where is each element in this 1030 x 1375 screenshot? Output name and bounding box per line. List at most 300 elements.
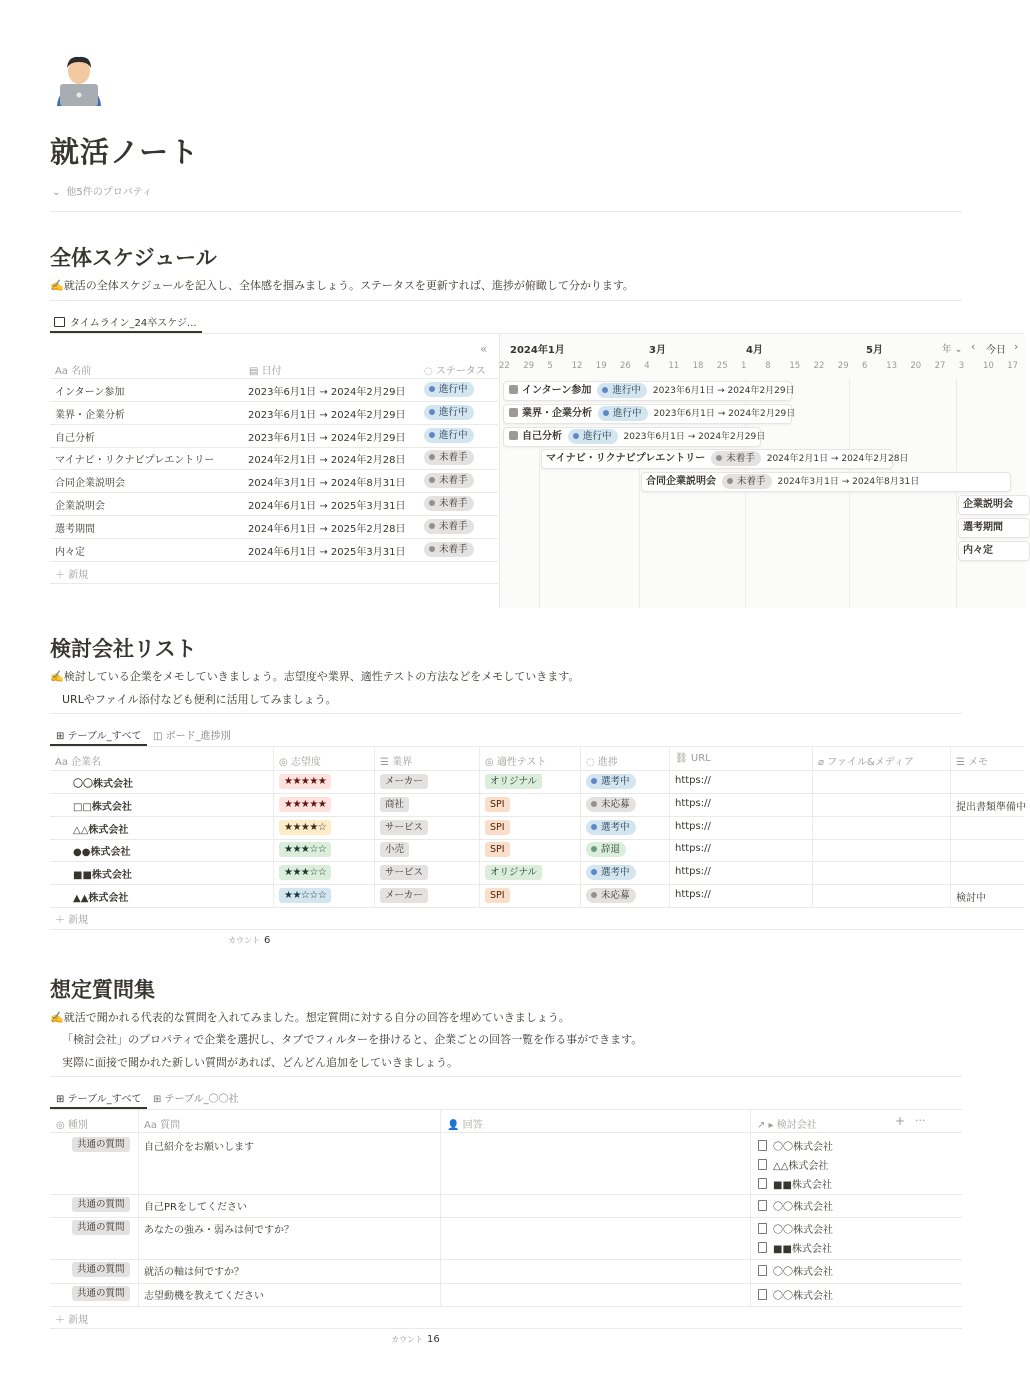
memo-cell[interactable]: 検討中 <box>956 893 986 904</box>
rating-cell[interactable] <box>279 797 331 812</box>
type-cell[interactable] <box>72 1286 130 1301</box>
count-value: 16 <box>427 1334 440 1345</box>
rating-cell[interactable] <box>279 888 331 903</box>
url-link[interactable]: https:// <box>675 820 711 832</box>
column-header-progress[interactable] <box>586 753 618 768</box>
url-link[interactable]: https:// <box>675 866 711 878</box>
questions-description-1: ✍️就活で聞かれる代表的な質問を入れてみました。想定質問に対する自分の回答を埋めていきましょう。 <box>50 1011 570 1024</box>
progress-pill <box>586 842 626 857</box>
status-pill-label: 未着手 <box>439 520 468 532</box>
status-dot <box>429 477 435 483</box>
properties-toggle-label: 他5件のプロパティ <box>66 187 152 198</box>
column-header-rating[interactable] <box>279 753 321 768</box>
tab-label: テーブル_すべて <box>67 1094 142 1105</box>
questions-description-2: 「検討会社」のプロパティで企業を選択し、タブでフィルターを掛けると、企業ごとの回答一覧を作る事ができます。 <box>62 1033 643 1046</box>
column-header-memo[interactable] <box>956 753 988 768</box>
rating-stars: ★★★★★ <box>279 774 331 789</box>
progress-cell[interactable] <box>586 797 636 812</box>
progress-pill <box>586 820 636 835</box>
memo-cell[interactable]: 提出書類準備中 <box>956 801 1026 813</box>
schedule-row-name[interactable]: 業界・企業分析 <box>55 409 125 421</box>
timeline-month-divider <box>639 446 640 608</box>
timeline-status-pill <box>598 406 648 421</box>
row-divider <box>50 793 1024 794</box>
page-icon <box>54 54 104 106</box>
companies-heading: 検討会社リスト <box>50 637 197 661</box>
row-divider <box>50 447 498 448</box>
test-cell[interactable] <box>485 842 510 857</box>
progress-pill-label: 選考中 <box>601 821 630 833</box>
column-header-label: 業界 <box>392 757 413 768</box>
column-header-status-label: ステータス <box>435 366 486 377</box>
row-divider <box>50 492 498 493</box>
schedule-row-date[interactable]: 2024年2月1日 → 2024年2月28日 <box>248 455 406 467</box>
schedule-row-status[interactable] <box>424 428 474 443</box>
schedule-description: ✍️就活の全体スケジュールを記入し、全体感を掴みましょう。ステータスを更新すれば、進捗が俯瞰して分かります。 <box>50 279 634 292</box>
tab-label: タイムライン_24卒スケジ... <box>70 318 197 329</box>
column-divider <box>138 1110 139 1306</box>
test-tag: SPI <box>485 797 510 812</box>
type-tag: 共通の質問 <box>72 1262 130 1277</box>
status-dot <box>429 432 435 438</box>
question-text[interactable]: 志望動機を教えてください <box>144 1291 264 1302</box>
question-text[interactable]: 就活の軸は何ですか？ <box>144 1267 244 1278</box>
timeline-day-tick: 13 <box>886 361 898 371</box>
table-icon: ⊞ <box>153 1094 165 1105</box>
timeline-bar-date: 2023年6月1日 → 2024年2月29日 <box>653 408 796 419</box>
industry-tag: サービス <box>380 820 428 835</box>
related-company[interactable] <box>758 1198 833 1213</box>
progress-pill-label: 未応募 <box>601 890 630 901</box>
test-cell[interactable] <box>485 865 542 880</box>
schedule-heading: 全体スケジュール <box>50 246 217 270</box>
timeline-status-pill <box>597 383 647 398</box>
question-text[interactable]: 自己PRをしてください <box>144 1202 247 1213</box>
related-company[interactable] <box>758 1263 833 1278</box>
related-company-name: 〇〇株式会社 <box>773 1225 833 1236</box>
related-company-name: 〇〇株式会社 <box>773 1202 833 1213</box>
progress-column-icon: ◌ <box>586 757 598 768</box>
tab-timeline[interactable] <box>54 314 197 329</box>
divider <box>50 1132 962 1133</box>
timeline-prev-icon[interactable]: ‹ <box>971 340 976 353</box>
rating-cell[interactable] <box>279 865 331 880</box>
related-company[interactable] <box>758 1240 832 1255</box>
schedule-row-date[interactable]: 2024年3月1日 → 2024年8月31日 <box>248 478 406 490</box>
row-divider <box>50 538 498 539</box>
row-divider <box>50 401 498 402</box>
count-footer <box>391 1334 440 1345</box>
timeline-day-tick: 3 <box>958 361 965 371</box>
rating-cell[interactable] <box>279 842 331 857</box>
schedule-row-status[interactable] <box>424 405 474 420</box>
timeline-bar-name: 合同企業説明会 <box>646 476 716 488</box>
column-divider <box>273 747 274 907</box>
more-options-button[interactable]: ··· <box>915 1114 926 1127</box>
page-icon <box>758 1289 767 1300</box>
timeline-bar[interactable] <box>503 404 796 424</box>
url-link[interactable]: https:// <box>675 797 711 809</box>
timeline-page-icon <box>509 431 518 440</box>
timeline-status-pill-label: 進行中 <box>612 385 641 396</box>
timeline-panel <box>499 334 1025 608</box>
count-footer <box>228 935 270 946</box>
timeline-zoom-select[interactable] <box>942 341 963 355</box>
schedule-row-name[interactable]: 企業説明会 <box>55 501 105 512</box>
column-header-answer[interactable] <box>447 1116 483 1131</box>
status-pill <box>424 542 474 557</box>
timeline-page-icon <box>509 385 518 394</box>
timeline-bar[interactable] <box>503 381 795 401</box>
question-text[interactable]: あなたの強み・弱みは何ですか？ <box>144 1225 294 1236</box>
table-icon: ⊞ <box>56 731 68 742</box>
url-link[interactable]: https:// <box>675 889 711 900</box>
schedule-row-status[interactable] <box>424 382 474 397</box>
tab-label: テーブル_すべて <box>67 731 142 742</box>
timeline-bar-date: 2024年2月1日 → 2024年2月28日 <box>766 454 909 465</box>
progress-cell[interactable] <box>586 888 636 903</box>
divider <box>50 1328 962 1329</box>
company-name[interactable]: □□株式会社 <box>73 801 132 813</box>
status-dot <box>429 386 435 392</box>
status-pill <box>424 473 474 488</box>
column-header-date-label: 日付 <box>261 366 282 377</box>
test-cell[interactable] <box>485 774 542 789</box>
column-header-label: URL <box>690 753 711 764</box>
timeline-status-pill <box>568 429 618 444</box>
row-divider <box>50 907 1024 908</box>
progress-pill-label: 辞退 <box>601 844 621 856</box>
timeline-page-icon <box>509 408 518 417</box>
row-divider <box>50 839 1024 840</box>
type-cell[interactable] <box>72 1220 130 1235</box>
related-company-name: ■■株式会社 <box>773 1180 832 1191</box>
timeline-bar[interactable] <box>541 449 909 469</box>
new-row-button[interactable]: ＋ 新規 <box>55 570 89 581</box>
url-link[interactable]: https:// <box>675 843 711 855</box>
page-icon <box>758 1178 767 1189</box>
status-dot <box>429 500 435 506</box>
test-tag: SPI <box>485 820 510 835</box>
column-header-test[interactable] <box>485 753 547 768</box>
timeline-status-pill <box>711 451 761 466</box>
timeline-status-pill-label: 進行中 <box>583 430 612 442</box>
rating-cell[interactable] <box>279 774 331 789</box>
timeline-bar-name: 業界・企業分析 <box>522 407 592 419</box>
row-divider <box>50 561 498 562</box>
column-header-label: 回答 <box>462 1120 483 1131</box>
status-pill-label: 未着手 <box>439 543 468 555</box>
page-icon <box>758 1242 767 1253</box>
progress-pill <box>586 797 636 812</box>
column-divider <box>750 1110 751 1306</box>
schedule-row-status[interactable] <box>424 450 474 465</box>
schedule-row-status[interactable] <box>424 519 474 534</box>
schedule-row-status[interactable] <box>424 473 474 488</box>
row-divider <box>50 1283 962 1284</box>
timeline-month-divider <box>539 446 540 608</box>
timeline-bar[interactable] <box>958 495 1030 515</box>
timeline-bar[interactable] <box>503 427 766 447</box>
type-cell[interactable] <box>72 1137 130 1152</box>
rating-cell[interactable] <box>279 820 331 835</box>
count-label: カウント <box>228 936 260 945</box>
schedule-row-date[interactable]: 2023年6月1日 → 2024年2月29日 <box>248 387 406 398</box>
companies-description-1: ✍️検討している企業をメモしていきましょう。志望度や業界、適性テストの方法などをメモしていきます。 <box>50 670 580 683</box>
divider <box>50 378 498 379</box>
page-icon <box>758 1140 767 1151</box>
timeline-bar-date: 2023年6月1日 → 2024年2月29日 <box>652 386 795 396</box>
schedule-row-name[interactable]: 合同企業説明会 <box>55 478 125 490</box>
divider <box>50 211 962 212</box>
new-row-label: 新規 <box>68 915 89 926</box>
timeline-day-tick: 1 <box>741 361 747 371</box>
industry-cell[interactable] <box>380 820 428 835</box>
timeline-month-jan: 2024年1月 <box>510 345 565 356</box>
schedule-row-name[interactable]: マイナビ・リクナビプレエントリー <box>55 455 215 467</box>
progress-cell[interactable] <box>586 865 636 880</box>
new-row-label: 新規 <box>68 570 89 581</box>
related-company[interactable] <box>758 1138 833 1153</box>
collapse-icon[interactable]: « <box>480 342 488 356</box>
industry-cell[interactable] <box>380 797 409 812</box>
column-header-label: メモ <box>968 757 989 768</box>
progress-pill-label: 未応募 <box>601 798 630 810</box>
schedule-row-name[interactable]: 自己分析 <box>55 432 95 444</box>
schedule-row-date[interactable]: 2024年6月1日 → 2025年3月31日 <box>248 501 406 512</box>
related-company-name: 〇〇株式会社 <box>773 1267 833 1278</box>
company-name[interactable]: ●●株式会社 <box>73 847 131 859</box>
status-dot <box>429 546 435 552</box>
schedule-row-date[interactable]: 2024年6月1日 → 2025年3月31日 <box>248 546 406 558</box>
column-header-question[interactable] <box>144 1116 180 1131</box>
related-company-name: 〇〇株式会社 <box>773 1142 833 1153</box>
properties-toggle[interactable] <box>52 183 152 198</box>
test-cell[interactable] <box>485 797 510 812</box>
divider <box>50 713 962 714</box>
companies-description-2: URLやファイル添付なども便利に活用してみましょう。 <box>62 693 337 706</box>
column-header-files[interactable] <box>818 753 914 768</box>
timeline-bar[interactable] <box>958 518 1030 538</box>
timeline-today-button[interactable]: 今日 <box>986 345 1006 356</box>
row-divider <box>50 469 498 470</box>
industry-tag: サービス <box>380 865 428 880</box>
related-company[interactable] <box>758 1157 828 1172</box>
divider <box>50 929 1024 930</box>
type-column-icon: ◎ <box>56 1120 68 1131</box>
tab-label: ボード_進捗別 <box>165 731 231 742</box>
company-name[interactable]: ■■株式会社 <box>73 870 132 882</box>
memo-column-icon: ☰ <box>956 757 969 768</box>
schedule-row-name[interactable]: 選考期間 <box>55 523 95 535</box>
column-divider <box>812 747 813 907</box>
timeline-status-pill <box>722 474 772 489</box>
column-header-type[interactable] <box>56 1116 88 1131</box>
row-divider <box>50 861 1024 862</box>
timeline-day-tick: 29 <box>523 361 535 371</box>
status-dot <box>727 478 733 484</box>
schedule-row-name[interactable]: 内々定 <box>55 546 85 558</box>
timeline-day-tick: 5 <box>547 361 553 371</box>
new-row-button[interactable]: ＋ 新規 <box>55 915 89 926</box>
timeline-day-tick: 22 <box>499 361 510 371</box>
tab-questions-all[interactable] <box>56 1090 141 1105</box>
timeline-day-tick: 25 <box>716 361 728 371</box>
company-name[interactable]: 〇〇株式会社 <box>73 779 133 790</box>
column-header-label: 検討会社 <box>776 1120 817 1131</box>
answer-column-icon: 👤 <box>447 1120 463 1131</box>
industry-cell[interactable] <box>380 842 409 857</box>
row-divider <box>50 1217 962 1218</box>
related-company[interactable] <box>758 1221 833 1236</box>
zoom-label: 年 <box>942 344 952 355</box>
timeline-next-icon[interactable]: › <box>1014 340 1019 353</box>
divider <box>50 770 1024 771</box>
status-dot <box>603 410 609 416</box>
column-header-name[interactable]: Aa 名前 <box>55 366 92 377</box>
rating-stars: ★★★★☆ <box>279 820 331 835</box>
column-header-status[interactable] <box>424 362 486 377</box>
industry-tag: 小売 <box>380 842 409 857</box>
divider <box>50 746 1024 747</box>
tab-questions-company[interactable] <box>153 1090 239 1105</box>
test-cell[interactable] <box>485 888 510 903</box>
status-pill <box>424 519 474 534</box>
status-dot <box>429 523 435 529</box>
rating-column-icon: ◎ <box>279 757 291 768</box>
row-divider <box>50 1259 962 1260</box>
status-dot <box>591 778 597 784</box>
column-header-label: 適性テスト <box>496 757 547 768</box>
progress-pill <box>586 774 636 789</box>
timeline-day-tick: 8 <box>765 361 771 371</box>
related-company-name: 〇〇株式会社 <box>773 1291 833 1302</box>
status-dot <box>602 387 608 393</box>
column-header-company[interactable] <box>55 753 101 768</box>
column-header-label: Aa 質問 <box>144 1120 181 1131</box>
type-cell[interactable] <box>72 1262 130 1277</box>
schedule-row-date[interactable]: 2023年6月1日 → 2024年2月29日 <box>248 409 406 421</box>
questions-heading: 想定質問集 <box>50 978 155 1002</box>
status-dot <box>429 454 435 460</box>
calendar-icon: ▤ <box>249 366 262 377</box>
timeline-day-tick: 4 <box>644 361 650 371</box>
industry-tag: メーカー <box>380 774 428 789</box>
timeline-status-pill-label: 未着手 <box>737 476 766 488</box>
questions-description-3: 実際に面接で聞かれた新しい質問があれば、どんどん追加をしていきましょう。 <box>62 1056 458 1069</box>
column-divider <box>669 747 670 907</box>
status-pill-label: 未着手 <box>439 475 468 487</box>
column-header-url[interactable] <box>675 753 711 764</box>
progress-pill-label: 選考中 <box>601 867 630 879</box>
new-row-button[interactable]: ＋ 新規 <box>55 1315 89 1326</box>
page-title: 就活ノート <box>50 135 200 169</box>
progress-cell[interactable] <box>586 842 626 857</box>
question-text[interactable]: 自己紹介をお願いします <box>144 1142 254 1153</box>
status-pill-label: 進行中 <box>439 384 468 395</box>
column-header-companies[interactable] <box>757 1116 817 1131</box>
page-icon <box>758 1265 767 1276</box>
divider <box>50 1109 962 1110</box>
column-header-label: 種別 <box>67 1120 88 1131</box>
divider <box>50 1076 962 1077</box>
industry-cell[interactable] <box>380 774 428 789</box>
column-header-label: Aa 企業名 <box>55 757 102 768</box>
timeline-bar[interactable] <box>958 541 1030 561</box>
company-name[interactable]: △△株式会社 <box>73 824 129 836</box>
schedule-row-date[interactable]: 2024年6月1日 → 2025年2月28日 <box>248 523 406 535</box>
timeline-day-tick: 29 <box>837 361 849 371</box>
timeline-day-tick: 19 <box>595 361 607 371</box>
timeline-bar-name: 自己分析 <box>522 430 562 442</box>
add-column-button[interactable]: + <box>895 1114 906 1128</box>
timeline-day-tick: 20 <box>910 361 922 371</box>
type-tag: 共通の質問 <box>72 1137 130 1152</box>
status-pill-label: 進行中 <box>439 429 468 441</box>
test-cell[interactable] <box>485 820 510 835</box>
rating-stars: ★★★★★ <box>279 797 331 812</box>
progress-pill <box>586 865 636 880</box>
page-icon <box>758 1223 767 1234</box>
page-icon <box>758 1159 767 1170</box>
count-label: カウント <box>391 1335 423 1344</box>
table-icon: ⊞ <box>56 1094 68 1105</box>
status-icon: ◌ <box>424 366 436 377</box>
tab-companies-all[interactable] <box>56 727 141 742</box>
related-company[interactable] <box>758 1287 833 1302</box>
row-divider <box>50 1194 962 1195</box>
timeline-status-pill-label: 進行中 <box>613 407 642 419</box>
tab-label: テーブル_〇〇社 <box>164 1094 239 1105</box>
related-company-name: ■■株式会社 <box>773 1244 832 1255</box>
timeline-day-tick: 18 <box>692 361 704 371</box>
industry-cell[interactable] <box>380 888 428 903</box>
related-company[interactable] <box>758 1176 832 1191</box>
files-column-icon: ⌀ <box>818 757 828 768</box>
schedule-row-status[interactable] <box>424 542 474 557</box>
progress-cell[interactable] <box>586 820 636 835</box>
column-header-label: ファイル&メディア <box>827 757 915 768</box>
timeline-bar[interactable] <box>641 472 1011 492</box>
status-dot <box>591 892 597 898</box>
timeline-bar-name: 内々定 <box>963 544 993 556</box>
timeline-day-tick: 11 <box>668 361 680 371</box>
status-dot <box>573 433 579 439</box>
tab-companies-board[interactable] <box>153 727 231 742</box>
progress-pill <box>586 888 636 903</box>
timeline-icon <box>54 317 65 327</box>
company-name[interactable]: ▲▲株式会社 <box>73 893 129 904</box>
status-dot <box>591 824 597 830</box>
url-link[interactable]: https:// <box>675 775 711 786</box>
board-icon: ◫ <box>153 731 166 742</box>
timeline-day-tick: 10 <box>983 361 994 371</box>
industry-cell[interactable] <box>380 865 428 880</box>
timeline-month-apr: 4月 <box>746 345 763 356</box>
column-header-date[interactable] <box>249 362 282 377</box>
schedule-row-name[interactable]: インターン参加 <box>55 387 125 398</box>
schedule-row-status[interactable] <box>424 496 474 511</box>
row-divider <box>50 1306 962 1307</box>
row-divider <box>50 884 1024 885</box>
type-cell[interactable] <box>72 1197 130 1212</box>
column-header-industry[interactable] <box>380 753 412 768</box>
test-column-icon: ◎ <box>485 757 497 768</box>
column-divider <box>479 747 480 907</box>
schedule-row-date[interactable]: 2023年6月1日 → 2024年2月29日 <box>248 432 406 444</box>
status-dot <box>591 846 597 852</box>
progress-cell[interactable] <box>586 774 636 789</box>
